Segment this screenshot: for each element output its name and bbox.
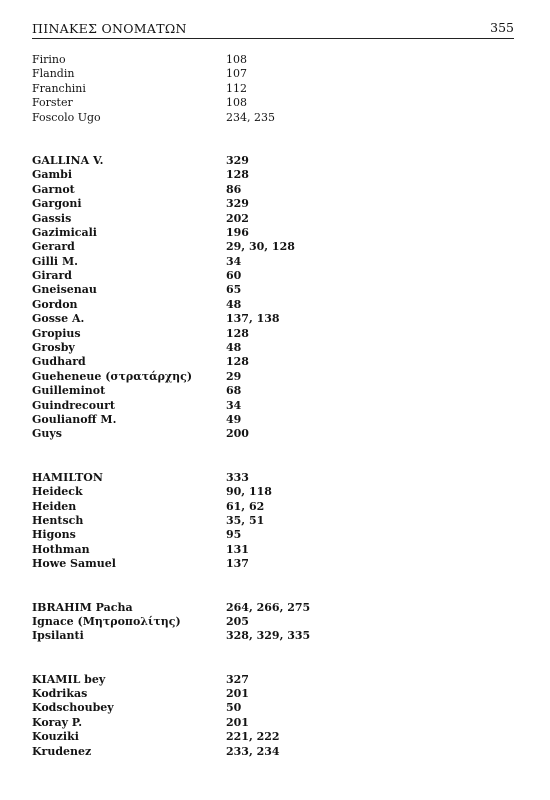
entry-pages: 65 — [226, 283, 242, 297]
entry-pages: 131 — [226, 542, 249, 556]
index-entry — [32, 399, 512, 413]
index-entry — [32, 629, 512, 643]
index-entry — [32, 601, 512, 615]
index-entry — [32, 183, 512, 197]
entry-name: Gilli M. — [32, 254, 78, 268]
entry-pages: 329 — [226, 197, 249, 211]
entry-name: Firino — [32, 53, 66, 66]
entry-name: Gosse A. — [32, 312, 85, 326]
index-entry — [32, 197, 512, 211]
entry-name: Gneisenau — [32, 283, 97, 297]
entry-name: Girard — [32, 269, 72, 283]
entry-pages: 333 — [226, 470, 249, 484]
entry-pages: 48 — [226, 341, 242, 355]
index-entry — [32, 514, 512, 528]
entry-pages: 128 — [226, 326, 249, 340]
entry-name: Gudhard — [32, 355, 86, 369]
index-section — [32, 601, 512, 644]
index-entry — [32, 226, 512, 240]
name-index — [32, 53, 512, 759]
entry-name: Kodrikas — [32, 687, 88, 701]
entry-name: Garnot — [32, 182, 75, 196]
entry-pages: 108 — [226, 53, 247, 66]
entry-pages: 201 — [226, 715, 249, 729]
index-section — [32, 53, 512, 125]
index-entry — [32, 255, 512, 269]
entry-name: Heideck — [32, 485, 83, 499]
entry-name: Forster — [32, 96, 73, 110]
index-entry — [32, 96, 512, 110]
index-entry — [32, 427, 512, 441]
entry-pages: 34 — [226, 254, 242, 268]
entry-name: Guilleminot — [32, 384, 106, 398]
section-gap — [32, 125, 512, 154]
entry-name: Kodschoubey — [32, 701, 114, 715]
entry-name: Gambi — [32, 168, 73, 182]
entry-pages: 328, 329, 335 — [226, 629, 311, 643]
index-entry — [32, 413, 512, 427]
index-entry — [32, 269, 512, 283]
entry-pages: 34 — [226, 398, 242, 412]
page-number: 355 — [490, 20, 514, 35]
entry-pages: 128 — [226, 168, 249, 182]
entry-name: Heiden — [32, 499, 77, 513]
entry-pages: 86 — [226, 182, 242, 196]
entry-pages: 200 — [226, 427, 249, 441]
entry-name: Grosby — [32, 341, 75, 355]
entry-pages: 234, 235 — [226, 110, 275, 124]
index-entry — [32, 111, 512, 125]
index-entry — [32, 327, 512, 341]
entry-name: Franchini — [32, 81, 86, 95]
entry-name: Koray P. — [32, 715, 83, 729]
index-entry — [32, 82, 512, 96]
entry-pages: 48 — [226, 297, 242, 311]
index-entry — [32, 370, 512, 384]
entry-pages: 50 — [226, 701, 242, 715]
entry-name: Ignace (Μητροπολίτης) — [32, 614, 181, 628]
index-section — [32, 154, 512, 442]
entry-pages: 196 — [226, 225, 249, 239]
page-title: ΠΙΝΑΚΕΣ ΟΝΟΜΑΤΩΝ — [32, 21, 187, 36]
entry-pages: 201 — [226, 687, 249, 701]
entry-name: IBRAHIM Pacha — [32, 600, 133, 614]
index-entry — [32, 543, 512, 557]
index-entry — [32, 485, 512, 499]
index-section — [32, 471, 512, 572]
index-section — [32, 673, 512, 759]
index-entry — [32, 312, 512, 326]
entry-name: Gargoni — [32, 197, 82, 211]
index-entry — [32, 283, 512, 297]
index-entry — [32, 528, 512, 542]
index-entry — [32, 67, 512, 81]
entry-pages: 95 — [226, 528, 242, 542]
entry-pages: 108 — [226, 96, 247, 110]
entry-pages: 107 — [226, 67, 247, 81]
index-entry — [32, 716, 512, 730]
entry-name: Gassis — [32, 211, 72, 225]
index-entry — [32, 53, 512, 67]
index-entry — [32, 701, 512, 715]
index-entry — [32, 745, 512, 759]
entry-pages: 49 — [226, 412, 242, 426]
entry-name: Flandin — [32, 67, 75, 81]
section-gap — [32, 644, 512, 673]
entry-name: KIAMIL bey — [32, 672, 106, 686]
entry-pages: 35, 51 — [226, 513, 265, 527]
index-entry — [32, 298, 512, 312]
index-entry — [32, 212, 512, 226]
entry-name: Guindrecourt — [32, 398, 115, 412]
entry-pages: 128 — [226, 355, 249, 369]
index-entry — [32, 500, 512, 514]
index-entry — [32, 168, 512, 182]
index-entry — [32, 355, 512, 369]
entry-pages: 29, 30, 128 — [226, 240, 295, 254]
index-entry — [32, 730, 512, 744]
entry-pages: 264, 266, 275 — [226, 600, 311, 614]
entry-name: Gropius — [32, 326, 81, 340]
index-entry — [32, 687, 512, 701]
entry-name: Goulianoff M. — [32, 412, 117, 426]
entry-pages: 137, 138 — [226, 312, 280, 326]
section-gap — [32, 572, 512, 601]
entry-name: Foscolo Ugo — [32, 110, 101, 124]
entry-name: Gazimicali — [32, 225, 97, 239]
entry-pages: 61, 62 — [226, 499, 265, 513]
entry-pages: 205 — [226, 614, 249, 628]
index-entry — [32, 615, 512, 629]
entry-name: Ipsilanti — [32, 629, 84, 643]
entry-pages: 137 — [226, 557, 249, 571]
page-header — [32, 20, 514, 39]
index-entry — [32, 240, 512, 254]
entry-name: Guys — [32, 427, 62, 441]
entry-name: Hentsch — [32, 513, 84, 527]
entry-pages: 221, 222 — [226, 730, 280, 744]
entry-pages: 327 — [226, 672, 249, 686]
entry-pages: 112 — [226, 81, 247, 95]
entry-name: Kouziki — [32, 730, 79, 744]
entry-pages: 202 — [226, 211, 249, 225]
index-entry — [32, 557, 512, 571]
entry-name: Gueheneue (στρατάρχης) — [32, 369, 193, 383]
entry-name: Higons — [32, 528, 76, 542]
entry-pages: 60 — [226, 269, 242, 283]
index-entry — [32, 154, 512, 168]
entry-name: Gerard — [32, 240, 75, 254]
entry-name: GALLINA V. — [32, 153, 104, 167]
entry-pages: 68 — [226, 384, 242, 398]
entry-name: HAMILTON — [32, 470, 103, 484]
entry-name: Gordon — [32, 297, 78, 311]
entry-pages: 233, 234 — [226, 744, 280, 758]
entry-pages: 329 — [226, 153, 249, 167]
entry-pages: 90, 118 — [226, 485, 272, 499]
index-entry — [32, 341, 512, 355]
index-entry — [32, 384, 512, 398]
entry-pages: 29 — [226, 369, 242, 383]
entry-name: Howe Samuel — [32, 557, 116, 571]
entry-name: Hothman — [32, 542, 90, 556]
index-entry — [32, 673, 512, 687]
entry-name: Krudenez — [32, 744, 92, 758]
index-entry — [32, 471, 512, 485]
section-gap — [32, 442, 512, 471]
